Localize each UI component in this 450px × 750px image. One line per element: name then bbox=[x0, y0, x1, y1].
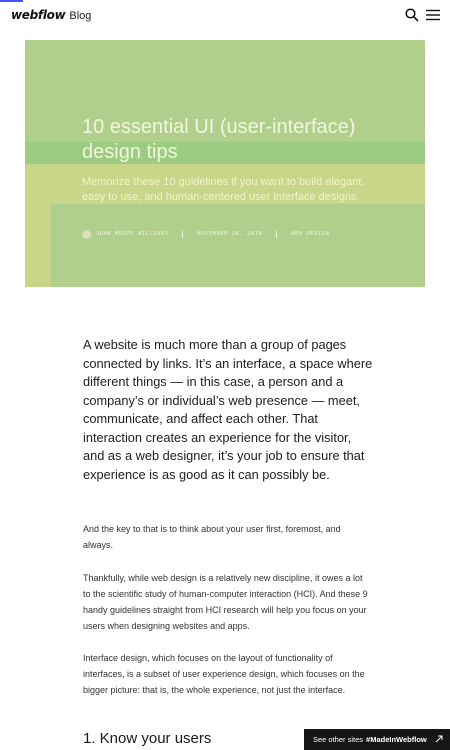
lead-paragraph: A website is much more than a group of pages connected by links. It’s an interface, a space where different things — in this case, a person and a company’s or individual’s web presence — meet, communicate, and affect each other. That interaction creates an experience for the visitor, and as a web designer, it’s your job to ensure that experience is as good as it can possibly be. bbox=[83, 337, 373, 482]
author-avatar bbox=[82, 230, 91, 239]
article-paragraph: Interface design, which focuses on the layout of functionality of interfaces, is a subset of user experience design, which focuses on the bigger picture: that is, the whole experience, not just the interface. bbox=[83, 653, 365, 695]
post-meta bbox=[82, 228, 329, 240]
hero-banner bbox=[25, 40, 425, 287]
hamburger-menu-icon bbox=[425, 8, 441, 22]
logo-wordmark: webflow bbox=[11, 8, 66, 22]
article-paragraph: Thankfully, while web design is a relatively new discipline, it owes a lot to the scientific study of human-computer interaction (HCI). And these 9 handy guidelines straight from HCI research will help you focus on your users when designing websites and apps. bbox=[83, 573, 368, 631]
made-in-webflow-badge[interactable] bbox=[304, 729, 450, 750]
post-date: NOVEMBER 26, 2019 bbox=[197, 231, 263, 237]
external-arrow-icon bbox=[435, 735, 443, 743]
site-header bbox=[0, 0, 450, 30]
menu-button[interactable] bbox=[425, 8, 441, 22]
post-subtitle: Memorize these 10 guidelines if you want to build elegant, easy to use, and human-centered user interface designs. bbox=[82, 176, 365, 203]
site-logo[interactable] bbox=[11, 8, 91, 24]
meta-divider bbox=[182, 231, 183, 238]
badge-prefix: See other sites bbox=[313, 735, 364, 744]
section-heading: 1. Know your users bbox=[83, 730, 212, 747]
logo-blog-label: Blog bbox=[69, 10, 92, 22]
search-icon bbox=[404, 7, 420, 23]
search-button[interactable] bbox=[404, 7, 420, 23]
badge-hashtag: #MadeInWebflow bbox=[366, 735, 427, 744]
meta-divider bbox=[276, 231, 277, 238]
post-title: 10 essential UI (user-interface) design tips bbox=[82, 116, 356, 163]
category-link[interactable]: WEB DESIGN bbox=[291, 231, 330, 237]
article-paragraph: And the key to that is to think about your user first, foremost, and always. bbox=[83, 524, 341, 550]
author-link[interactable]: JOHN MOORE WILLIAMS bbox=[96, 231, 169, 237]
hero-decorative-strip bbox=[25, 204, 51, 287]
